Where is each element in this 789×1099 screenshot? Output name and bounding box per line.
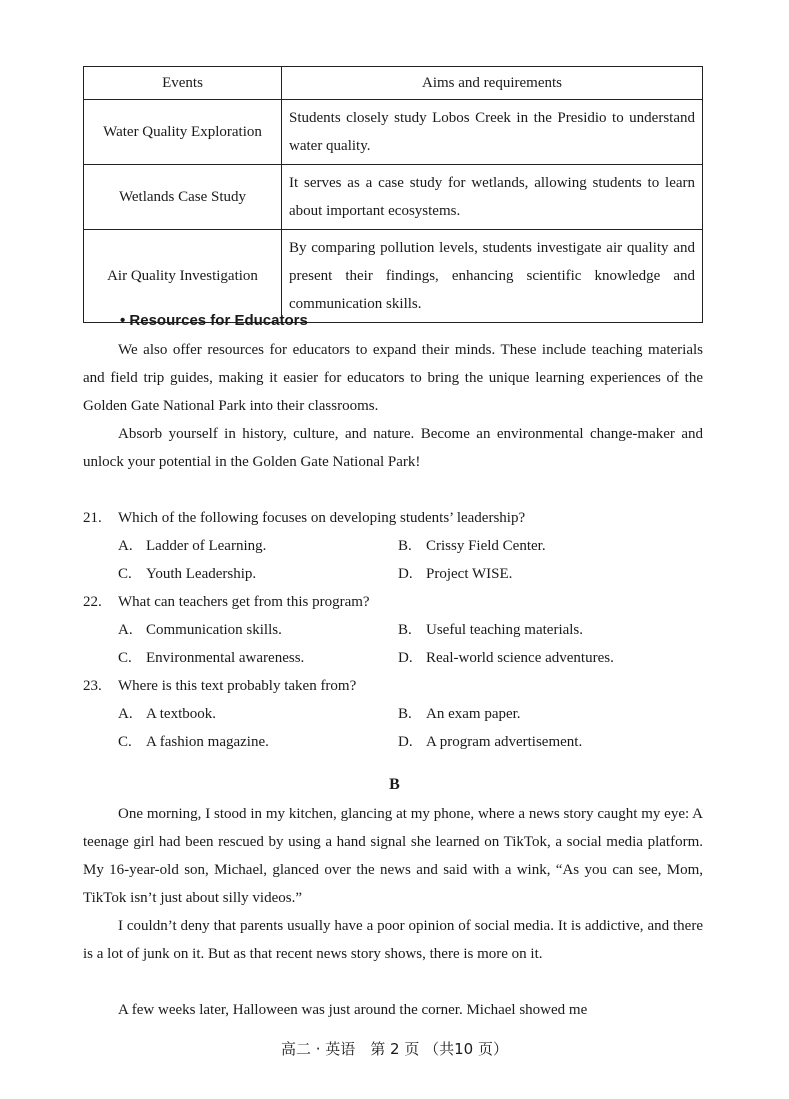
option-d bbox=[398, 644, 678, 672]
option-text: A fashion magazine. bbox=[146, 734, 269, 750]
option-letter: B. bbox=[398, 538, 412, 554]
option-c bbox=[118, 728, 398, 756]
option-a bbox=[118, 700, 398, 728]
question-text: Where is this text probably taken from? bbox=[118, 678, 357, 694]
event-cell: Water Quality Exploration bbox=[84, 100, 282, 165]
resources-paragraph-2: Absorb yourself in history, culture, and nature. Become an environmental change-maker and unlock your potential in the Golden Gate National Park! bbox=[83, 426, 703, 470]
option-letter: C. bbox=[118, 734, 132, 750]
header-events: Events bbox=[84, 67, 282, 100]
passage-b-paragraph-2: I couldn’t deny that parents usually have a poor opinion of social media. It is addictive, and there is a lot of junk on it. But as that recent news story shows, there is more on it. bbox=[83, 918, 703, 962]
table-header-row bbox=[84, 67, 703, 100]
table-row bbox=[84, 100, 703, 165]
option-letter: B. bbox=[398, 706, 412, 722]
resources-heading: • Resources for Educators bbox=[120, 312, 308, 329]
option-letter: D. bbox=[398, 566, 413, 582]
question-number: 23. bbox=[83, 678, 102, 694]
question-stem bbox=[83, 588, 703, 616]
events-table bbox=[83, 66, 703, 323]
option-text: Useful teaching materials. bbox=[426, 622, 584, 638]
option-letter: A. bbox=[118, 538, 133, 554]
question-number: 21. bbox=[83, 510, 102, 526]
question-number: 22. bbox=[83, 594, 102, 610]
aim-cell: Students closely study Lobos Creek in the Presidio to understand water quality. bbox=[282, 100, 703, 165]
option-text: Project WISE. bbox=[426, 566, 513, 582]
option-text: Youth Leadership. bbox=[146, 566, 257, 582]
option-text: Real-world science adventures. bbox=[426, 650, 614, 666]
option-letter: D. bbox=[398, 650, 413, 666]
options-grid bbox=[118, 616, 703, 672]
event-cell: Air Quality Investigation bbox=[84, 230, 282, 323]
question-text: Which of the following focuses on developing students’ leadership? bbox=[118, 510, 526, 526]
question-stem bbox=[83, 672, 703, 700]
option-letter: D. bbox=[398, 734, 413, 750]
aim-cell: It serves as a case study for wetlands, allowing students to learn about important ecosystems. bbox=[282, 165, 703, 230]
option-d bbox=[398, 560, 678, 588]
option-text: Crissy Field Center. bbox=[426, 538, 546, 554]
option-b bbox=[398, 532, 678, 560]
option-letter: B. bbox=[398, 622, 412, 638]
passage-b-paragraph-3: A few weeks later, Halloween was just around the corner. Michael showed me bbox=[118, 1002, 588, 1018]
option-text: Ladder of Learning. bbox=[146, 538, 267, 554]
option-a bbox=[118, 532, 398, 560]
option-letter: C. bbox=[118, 650, 132, 666]
options-grid bbox=[118, 532, 703, 588]
table-row bbox=[84, 230, 703, 323]
option-text: An exam paper. bbox=[426, 706, 521, 722]
option-b bbox=[398, 700, 678, 728]
question-text: What can teachers get from this program? bbox=[118, 594, 370, 610]
page-footer: 高二 · 英语 第 2 页 （共10 页） bbox=[280, 1040, 508, 1058]
question-stem bbox=[83, 504, 703, 532]
option-letter: C. bbox=[118, 566, 132, 582]
passage-b-paragraph-1: One morning, I stood in my kitchen, glancing at my phone, where a news story caught my eye: A teenage girl had been rescued by using a hand signal she learned on TikTok, a social media platform. My 16-year-old son, Michael, glanced over the news and said with a wink, “As you can see, Mom, TikTok isn’t just about silly videos.” bbox=[83, 806, 703, 906]
option-letter: A. bbox=[118, 706, 133, 722]
question-21 bbox=[83, 504, 703, 588]
option-a bbox=[118, 616, 398, 644]
options-grid bbox=[118, 700, 703, 756]
option-c bbox=[118, 560, 398, 588]
question-23 bbox=[83, 672, 703, 756]
question-22 bbox=[83, 588, 703, 672]
option-c bbox=[118, 644, 398, 672]
option-text: Environmental awareness. bbox=[146, 650, 305, 666]
event-cell: Wetlands Case Study bbox=[84, 165, 282, 230]
option-text: A program advertisement. bbox=[426, 734, 583, 750]
aim-cell: By comparing pollution levels, students investigate air quality and present their findings, enhancing scientific knowledge and communication skills. bbox=[282, 230, 703, 323]
option-text: Communication skills. bbox=[146, 622, 282, 638]
option-b bbox=[398, 616, 678, 644]
resources-paragraph-1: We also offer resources for educators to expand their minds. These include teaching materials and field trip guides, making it easier for educators to bring the unique learning experiences of the Golden Gate National Park into their classrooms. bbox=[83, 342, 703, 414]
table-row bbox=[84, 165, 703, 230]
option-d bbox=[398, 728, 678, 756]
header-aims: Aims and requirements bbox=[282, 67, 703, 100]
option-text: A textbook. bbox=[146, 706, 216, 722]
part-b-title: B bbox=[389, 776, 400, 793]
option-letter: A. bbox=[118, 622, 133, 638]
